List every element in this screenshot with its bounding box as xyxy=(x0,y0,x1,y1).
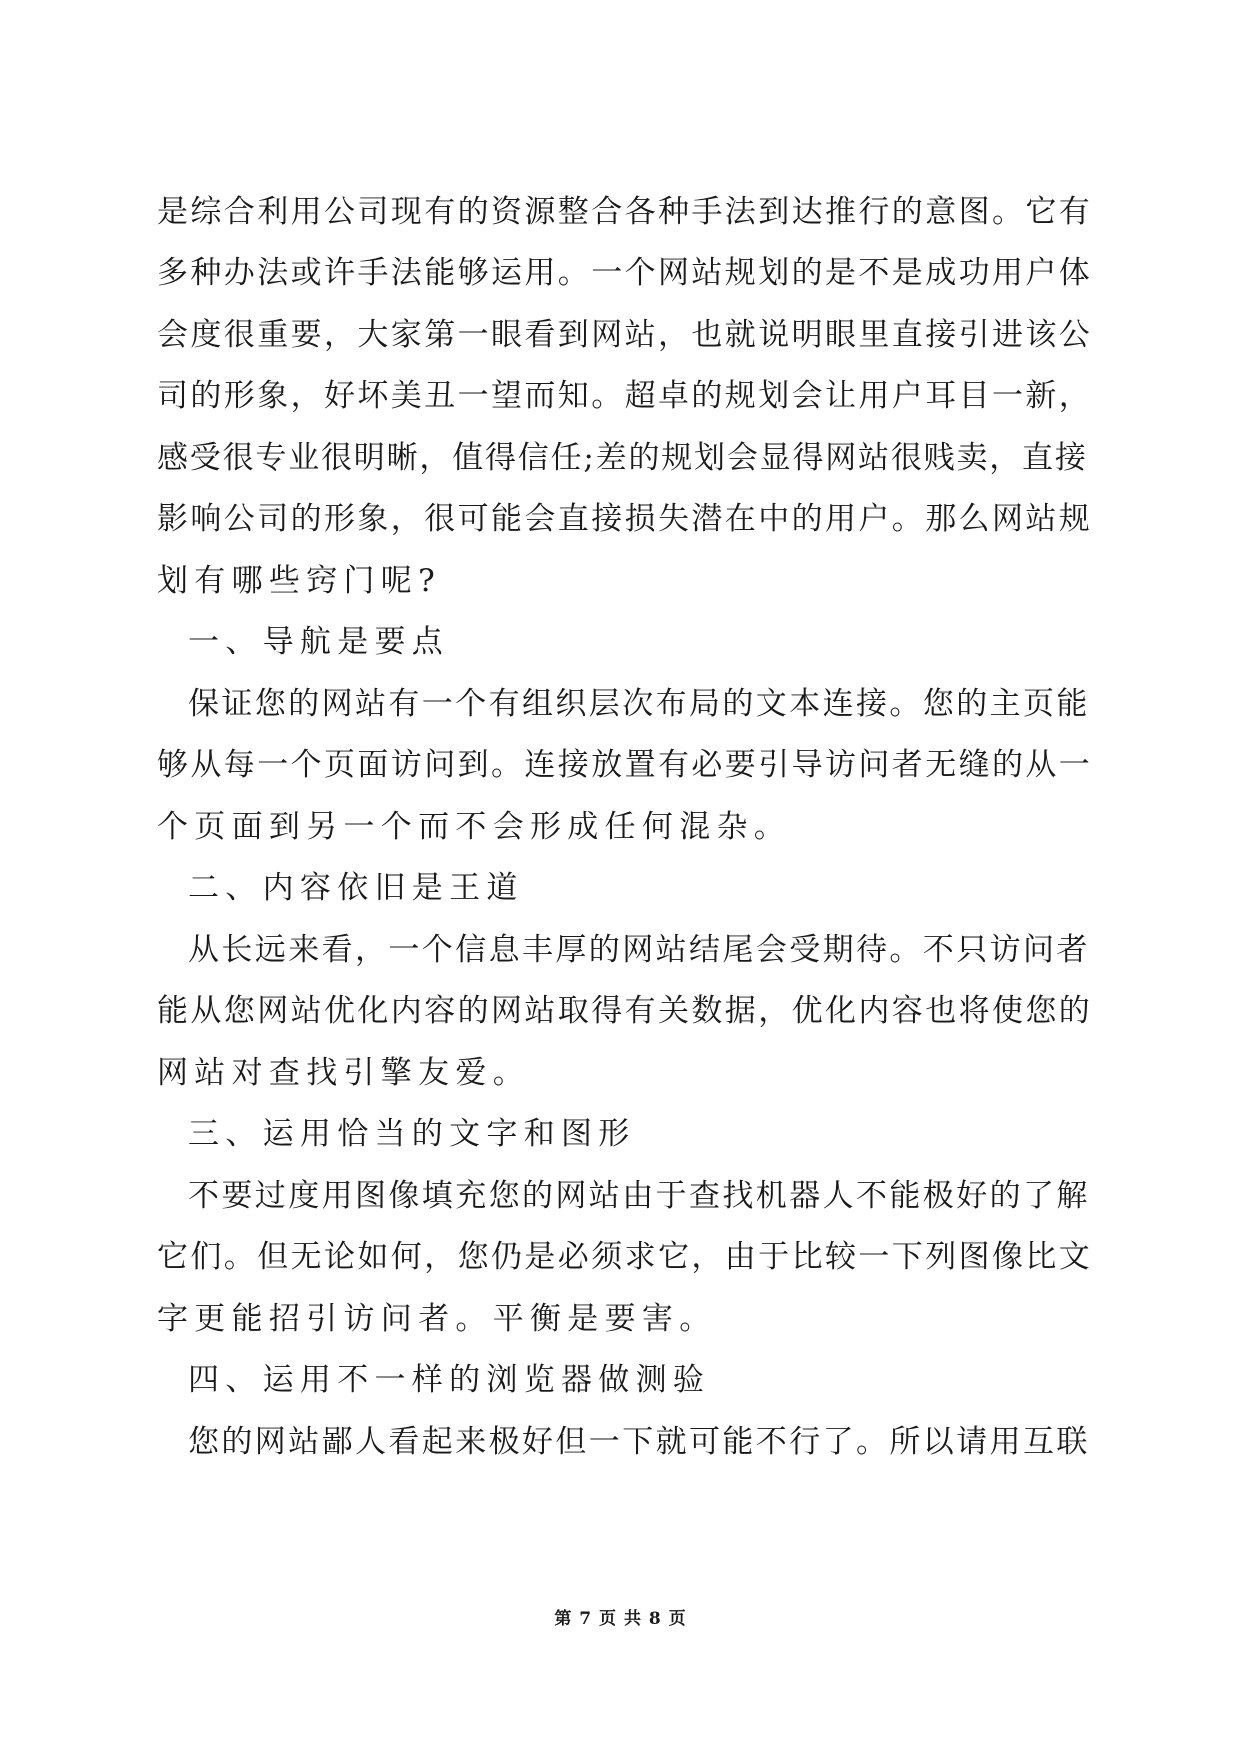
paragraph-line: 会度很重要，大家第一眼看到网站，也就说明眼里直接引进该公 xyxy=(157,317,1093,353)
paragraph-line: 它们。但无论如何，您仍是必须求它，由于比较一下列图像比文 xyxy=(157,1239,1093,1275)
paragraph-line: 网站对查找引擎友爱。 xyxy=(157,1055,530,1091)
paragraph-line: 划有哪些窍门呢? xyxy=(157,563,442,599)
paragraph-line: 够从每一个页面访问到。连接放置有必要引导访问者无缝的从一 xyxy=(157,747,1093,783)
paragraph-line: 您的网站鄙人看起来极好但一下就可能不行了。所以请用互联 xyxy=(188,1424,1090,1460)
paragraph-line: 是综合利用公司现有的资源整合各种手法到达推行的意图。它有 xyxy=(157,194,1093,230)
section-heading: 二、内容依旧是王道 xyxy=(188,870,524,906)
paragraph-line: 影响公司的形象，很可能会直接损失潜在中的用户。那么网站规 xyxy=(157,501,1093,537)
paragraph-line: 个页面到另一个而不会形成任何混杂。 xyxy=(157,809,792,845)
paragraph-line: 从长远来看，一个信息丰厚的网站结尾会受期待。不只访问者 xyxy=(188,932,1090,968)
section-heading: 一、导航是要点 xyxy=(188,624,450,660)
paragraph-line: 字更能招引访问者。平衡是要害。 xyxy=(157,1301,717,1337)
paragraph-line: 保证您的网站有一个有组织层次布局的文本连接。您的主页能 xyxy=(188,686,1090,722)
page-number-footer: 第 7 页 共 8 页 xyxy=(554,1609,687,1629)
paragraph-line: 感受很专业很明晰，值得信任;差的规划会显得网站很贱卖，直接 xyxy=(157,440,1088,476)
paragraph-line: 不要过度用图像填充您的网站由于查找机器人不能极好的了解 xyxy=(188,1178,1090,1214)
paragraph-line: 多种办法或许手法能够运用。一个网站规划的是不是成功用户体 xyxy=(157,255,1093,291)
paragraph-line: 能从您网站优化内容的网站取得有关数据，优化内容也将使您的 xyxy=(157,993,1093,1029)
section-heading: 四、运用不一样的浏览器做测验 xyxy=(188,1362,711,1398)
section-heading: 三、运用恰当的文字和图形 xyxy=(188,1116,636,1152)
paragraph-line: 司的形象，好坏美丑一望而知。超卓的规划会让用户耳目一新， xyxy=(157,378,1093,414)
